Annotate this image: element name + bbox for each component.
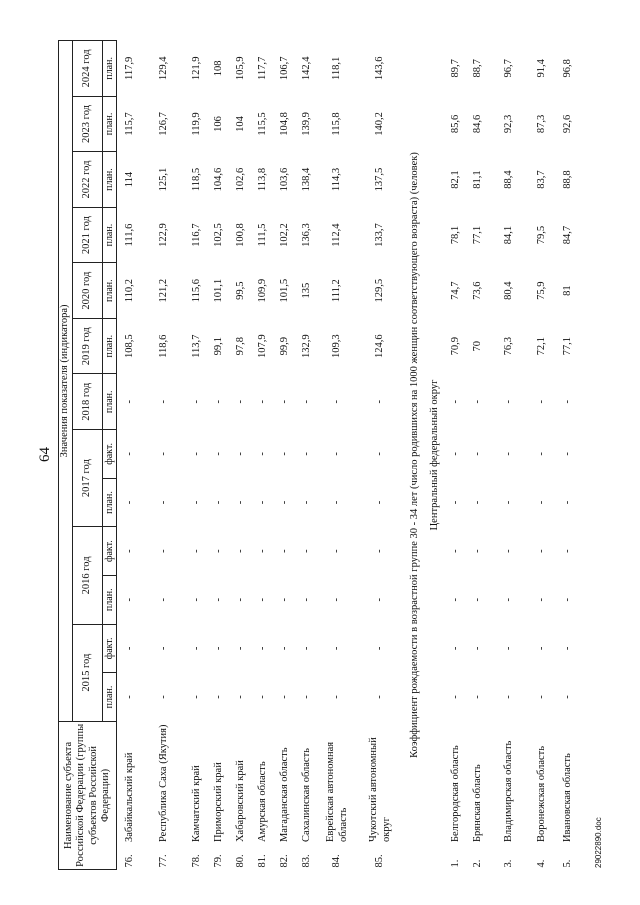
year-header: 2024 год — [73, 41, 103, 97]
row-value-cell: 117,7 — [257, 56, 269, 80]
row-value-cell: - — [331, 695, 343, 699]
row-number: 5. — [561, 859, 573, 868]
row-value-cell: - — [158, 400, 170, 404]
row-value-cell: - — [257, 646, 269, 651]
row-value-cell: 118,1 — [331, 56, 343, 80]
sub-header: план. — [103, 673, 117, 722]
row-value-cell: - — [374, 500, 386, 505]
row-value-cell: - — [535, 549, 547, 553]
row-value-cell: 113,8 — [257, 167, 269, 192]
row-value-cell: 115,6 — [191, 279, 203, 303]
sub-header: план. — [103, 263, 117, 319]
row-value-cell: 103,6 — [279, 167, 291, 192]
row-value-cell: 118,6 — [158, 334, 170, 358]
row-value-cell: 142,4 — [301, 56, 313, 81]
row-value-cell: - — [502, 646, 514, 651]
section-heading-block — [405, 41, 445, 870]
year-header: 2018 год — [73, 374, 103, 430]
row-value-cell: - — [374, 646, 386, 651]
row-number: 78. — [191, 854, 203, 868]
row-value-cell: 138,4 — [301, 167, 313, 192]
row-value-cell: - — [257, 597, 269, 602]
sub-header: факт. — [103, 624, 117, 673]
row-number: 80. — [235, 854, 247, 868]
row-value-cell: - — [279, 452, 291, 456]
row-value-cell: 108 — [213, 60, 225, 77]
table-row — [357, 41, 405, 870]
row-value-cell: - — [123, 549, 135, 553]
row-value-cell: 89,7 — [449, 59, 461, 78]
table-row — [555, 41, 581, 870]
table-header — [59, 41, 117, 870]
row-value-cell: 114,3 — [331, 167, 343, 192]
table-row — [467, 41, 489, 870]
row-value-cell: - — [374, 695, 386, 699]
row-value-cell: - — [213, 452, 225, 456]
row-value-cell: - — [331, 452, 343, 456]
row-subject-name: Воронежская область — [535, 745, 547, 843]
row-value-cell: 104 — [235, 116, 247, 132]
row-value-cell: 96,7 — [502, 59, 514, 78]
row-value-cell: 122,9 — [158, 223, 170, 247]
row-value-cell: - — [331, 500, 343, 505]
row-value-cell: 88,7 — [471, 59, 483, 78]
row-subject-name: Забайкальский край — [123, 752, 135, 843]
row-value-cell: - — [471, 549, 483, 553]
row-value-cell: 87,3 — [535, 114, 547, 134]
row-value-cell: - — [123, 646, 135, 651]
row-number: 83. — [301, 854, 313, 868]
row-value-cell: 110,2 — [123, 279, 135, 303]
row-value-cell: 77,1 — [561, 337, 573, 356]
year-header: 2020 год — [73, 263, 103, 319]
row-value-cell: - — [235, 500, 247, 505]
row-subject-name: Магаданская область — [279, 747, 291, 843]
row-value-cell: 117,9 — [123, 56, 135, 80]
row-number: 79. — [213, 854, 225, 868]
row-number: 85. — [374, 854, 386, 868]
row-value-cell: - — [213, 597, 225, 602]
row-value-cell: - — [561, 452, 573, 456]
row-value-cell: - — [301, 597, 313, 602]
row-number: 2. — [471, 859, 483, 868]
row-value-cell: 115,5 — [257, 112, 269, 136]
row-value-cell: 92,6 — [561, 114, 573, 134]
row-number: 84. — [331, 854, 343, 868]
year-header: 2022 год — [73, 152, 103, 208]
row-value-cell: 74,7 — [449, 281, 461, 300]
row-value-cell: 100,8 — [235, 223, 247, 247]
row-value-cell: 96,8 — [561, 59, 573, 78]
row-subject-name: Приморский край — [213, 762, 225, 843]
row-value-cell: - — [235, 695, 247, 699]
row-value-cell: 99,9 — [279, 337, 291, 356]
year-header: 2015 год — [73, 624, 103, 721]
row-value-cell: - — [158, 549, 170, 553]
sub-header: план. — [103, 318, 117, 374]
row-value-cell: 92,3 — [502, 114, 514, 134]
row-value-cell: - — [123, 452, 135, 456]
row-value-cell: - — [213, 646, 225, 651]
row-value-cell: - — [502, 695, 514, 699]
sub-header: факт. — [103, 527, 117, 576]
footer-file-code: 29022890.doc — [594, 817, 603, 868]
year-header: 2017 год — [73, 430, 103, 527]
section-title: Коэффициент рождаемости в возрастной группе 30 - 34 лет (число родившихся на 1000 женщин соответствующего возраста) (человек) — [408, 152, 420, 758]
row-value-cell: - — [257, 452, 269, 456]
row-value-cell: - — [502, 400, 514, 404]
row-value-cell: 75,9 — [535, 281, 547, 300]
row-value-cell: 113,7 — [191, 334, 203, 358]
row-value-cell: - — [374, 597, 386, 602]
row-value-cell: - — [301, 500, 313, 505]
table-row — [489, 41, 529, 870]
row-number: 4. — [535, 859, 547, 868]
row-value-cell: 137,5 — [374, 167, 386, 192]
row-value-cell: 136,3 — [301, 223, 313, 247]
row-value-cell: - — [449, 597, 461, 602]
row-value-cell: 126,7 — [158, 112, 170, 136]
row-value-cell: - — [471, 646, 483, 651]
page-number: 64 — [37, 447, 53, 462]
row-subject-name: Ивановская область — [561, 753, 573, 843]
subject-column-header: Наименование субъекта Российской Федерации (группы субъектов Российской Федерации) — [59, 721, 117, 869]
district-title: Центральный федеральный округ — [428, 379, 440, 531]
row-value-cell: - — [449, 452, 461, 456]
row-value-cell: 76,3 — [502, 337, 514, 356]
row-value-cell: - — [561, 500, 573, 505]
row-value-cell: 79,5 — [535, 225, 547, 245]
row-value-cell: 97,8 — [235, 337, 247, 356]
row-value-cell: 104,8 — [279, 112, 291, 136]
row-value-cell: 115,8 — [331, 112, 343, 136]
row-value-cell: - — [331, 597, 343, 602]
row-value-cell: - — [502, 549, 514, 553]
row-value-cell: - — [561, 597, 573, 602]
table-row — [231, 41, 253, 870]
row-value-cell: 124,6 — [374, 334, 386, 359]
row-value-cell: 139,9 — [301, 112, 313, 136]
row-value-cell: - — [374, 549, 386, 553]
row-number: 3. — [502, 859, 514, 868]
table-row — [445, 41, 467, 870]
row-value-cell: - — [374, 452, 386, 456]
row-value-cell: 115,7 — [123, 112, 135, 136]
row-value-cell: - — [502, 452, 514, 456]
row-value-cell: - — [213, 549, 225, 553]
row-value-cell: - — [257, 549, 269, 553]
table-row — [297, 41, 319, 870]
values-header: Значения показателя (индикатора) — [59, 41, 73, 722]
row-value-cell: - — [158, 597, 170, 602]
row-subject-name: Белгородская область — [449, 745, 461, 843]
sub-header: план. — [103, 96, 117, 152]
sub-header: план. — [103, 207, 117, 263]
rows-group-b — [445, 41, 581, 870]
row-value-cell: 114 — [123, 171, 135, 188]
row-value-cell: - — [301, 646, 313, 651]
row-value-cell: 80,4 — [502, 281, 514, 300]
row-value-cell: 106 — [213, 116, 225, 132]
row-value-cell: - — [449, 500, 461, 505]
row-subject-name: Республика Саха (Якутия) — [158, 724, 170, 843]
row-value-cell: - — [471, 400, 483, 404]
sub-header: план. — [103, 374, 117, 430]
row-value-cell: 132,9 — [301, 334, 313, 359]
rotated-table-page — [58, 40, 578, 870]
row-value-cell: - — [158, 452, 170, 456]
sub-header: план. — [103, 41, 117, 97]
sub-header: план. — [103, 152, 117, 208]
row-value-cell: - — [279, 646, 291, 651]
row-value-cell: - — [123, 597, 135, 602]
row-value-cell: 70 — [471, 340, 483, 352]
row-value-cell: 84,6 — [471, 114, 483, 134]
row-subject-name: Еврейская автономная область — [325, 741, 349, 843]
row-value-cell: - — [213, 400, 225, 404]
row-subject-name: Сахалинская область — [301, 748, 313, 843]
row-value-cell: - — [301, 400, 313, 404]
row-value-cell: 88,8 — [561, 170, 573, 189]
row-value-cell: - — [279, 500, 291, 505]
row-value-cell: 133,7 — [374, 223, 386, 247]
row-value-cell: - — [257, 400, 269, 404]
row-value-cell: - — [374, 400, 386, 404]
row-value-cell: 121,2 — [158, 278, 170, 303]
row-value-cell: - — [235, 549, 247, 553]
row-value-cell: 116,7 — [191, 223, 203, 247]
row-value-cell: - — [257, 500, 269, 505]
row-value-cell: 104,6 — [213, 167, 225, 192]
row-subject-name: Камчатский край — [191, 765, 203, 843]
row-value-cell: 84,1 — [502, 225, 514, 245]
row-subject-name: Владимирская область — [502, 740, 514, 843]
sub-header: факт. — [103, 430, 117, 479]
row-value-cell: - — [279, 597, 291, 602]
row-value-cell: 78,1 — [449, 225, 461, 245]
row-number: 81. — [257, 854, 269, 868]
row-value-cell: - — [279, 549, 291, 553]
row-value-cell: - — [158, 646, 170, 651]
row-value-cell: 140,2 — [374, 112, 386, 136]
year-header: 2016 год — [73, 527, 103, 624]
row-value-cell: 102,6 — [235, 167, 247, 192]
row-value-cell: - — [502, 597, 514, 602]
row-value-cell: 121,9 — [191, 56, 203, 81]
row-value-cell: 99,1 — [213, 337, 225, 356]
row-value-cell: 107,9 — [257, 334, 269, 359]
row-value-cell: - — [449, 646, 461, 651]
row-value-cell: - — [191, 646, 203, 651]
row-value-cell: 106,7 — [279, 56, 291, 81]
row-value-cell: - — [301, 452, 313, 456]
row-value-cell: - — [158, 695, 170, 699]
row-value-cell: 77,1 — [471, 225, 483, 245]
sub-header: план. — [103, 575, 117, 624]
row-value-cell: - — [301, 695, 313, 699]
row-value-cell: 83,7 — [535, 170, 547, 189]
row-value-cell: 101,5 — [279, 278, 291, 303]
row-value-cell: 81,1 — [471, 170, 483, 189]
row-value-cell: 111,5 — [257, 223, 269, 247]
table-row — [187, 41, 209, 870]
row-value-cell: - — [331, 549, 343, 553]
table-row — [117, 41, 143, 870]
row-value-cell: - — [449, 549, 461, 553]
row-value-cell: - — [279, 400, 291, 404]
row-value-cell: 91,4 — [535, 59, 547, 78]
row-number: 1. — [449, 859, 461, 868]
row-value-cell: - — [301, 549, 313, 553]
table-row — [275, 41, 297, 870]
row-value-cell: 70,9 — [449, 337, 461, 356]
row-value-cell: 109,3 — [331, 334, 343, 359]
row-subject-name: Брянская область — [471, 764, 483, 843]
row-value-cell: - — [535, 646, 547, 651]
year-header: 2023 год — [73, 96, 103, 152]
row-value-cell: 82,1 — [449, 170, 461, 189]
row-value-cell: 102,5 — [213, 223, 225, 247]
row-value-cell: - — [535, 695, 547, 699]
row-value-cell: - — [279, 695, 291, 699]
year-header: 2019 год — [73, 318, 103, 374]
row-value-cell: 129,5 — [374, 278, 386, 303]
row-value-cell: - — [191, 452, 203, 456]
row-value-cell: 111,6 — [123, 223, 135, 247]
rows-group-a — [117, 41, 405, 870]
row-value-cell: - — [191, 549, 203, 553]
sub-header: план. — [103, 478, 117, 527]
row-value-cell: - — [561, 549, 573, 553]
row-value-cell: - — [535, 597, 547, 602]
row-value-cell: - — [561, 646, 573, 651]
row-value-cell: 143,6 — [374, 56, 386, 81]
row-value-cell: - — [191, 500, 203, 505]
row-value-cell: 84,7 — [561, 225, 573, 245]
row-value-cell: - — [449, 400, 461, 404]
row-value-cell: 99,5 — [235, 281, 247, 300]
row-value-cell: 135 — [301, 282, 313, 299]
row-value-cell: 111,2 — [331, 279, 343, 303]
row-value-cell: - — [123, 695, 135, 699]
row-value-cell: - — [471, 452, 483, 456]
row-value-cell: 112,4 — [331, 223, 343, 247]
row-value-cell: 81 — [561, 285, 573, 296]
row-value-cell: - — [158, 500, 170, 505]
row-value-cell: - — [235, 452, 247, 456]
row-value-cell: - — [213, 500, 225, 505]
row-value-cell: - — [331, 400, 343, 404]
table-row — [319, 41, 357, 870]
row-subject-name: Амурская область — [257, 761, 269, 843]
row-subject-name: Чукотский автономный округ — [368, 737, 392, 843]
row-value-cell: 119,9 — [191, 112, 203, 136]
row-value-cell: - — [191, 400, 203, 404]
row-value-cell: - — [449, 695, 461, 699]
row-number: 76. — [123, 854, 135, 868]
row-value-cell: - — [235, 646, 247, 651]
row-value-cell: 109,9 — [257, 278, 269, 303]
row-value-cell: - — [191, 695, 203, 699]
row-value-cell: - — [535, 500, 547, 505]
row-value-cell: 129,4 — [158, 56, 170, 81]
row-subject-name: Хабаровский край — [235, 760, 247, 843]
indicator-table — [58, 40, 581, 870]
row-number: 82. — [279, 854, 291, 868]
row-value-cell: - — [561, 695, 573, 699]
year-header: 2021 год — [73, 207, 103, 263]
row-value-cell: 72,1 — [535, 337, 547, 356]
row-value-cell: 102,2 — [279, 223, 291, 247]
row-value-cell: - — [123, 500, 135, 505]
row-value-cell: - — [257, 695, 269, 699]
row-value-cell: 108,5 — [123, 334, 135, 359]
row-value-cell: - — [331, 646, 343, 651]
row-value-cell: - — [471, 597, 483, 602]
row-value-cell: 73,6 — [471, 281, 483, 300]
row-value-cell: - — [471, 695, 483, 699]
row-value-cell: 118,5 — [191, 167, 203, 192]
row-value-cell: - — [561, 400, 573, 404]
row-value-cell: - — [535, 400, 547, 404]
row-number: 77. — [158, 854, 170, 868]
table-row — [529, 41, 555, 870]
row-value-cell: - — [191, 597, 203, 602]
row-value-cell: 88,4 — [502, 170, 514, 189]
row-value-cell: 125,1 — [158, 167, 170, 192]
row-value-cell: - — [235, 400, 247, 404]
row-value-cell: - — [502, 500, 514, 505]
table-row — [143, 41, 187, 870]
row-value-cell: 85,6 — [449, 114, 461, 134]
row-value-cell: 101,1 — [213, 278, 225, 303]
row-value-cell: - — [471, 500, 483, 505]
row-value-cell: 105,9 — [235, 56, 247, 81]
row-value-cell: - — [123, 400, 135, 404]
row-value-cell: - — [235, 597, 247, 602]
table-row — [209, 41, 231, 870]
table-row — [253, 41, 275, 870]
row-value-cell: - — [213, 695, 225, 699]
row-value-cell: - — [535, 452, 547, 456]
